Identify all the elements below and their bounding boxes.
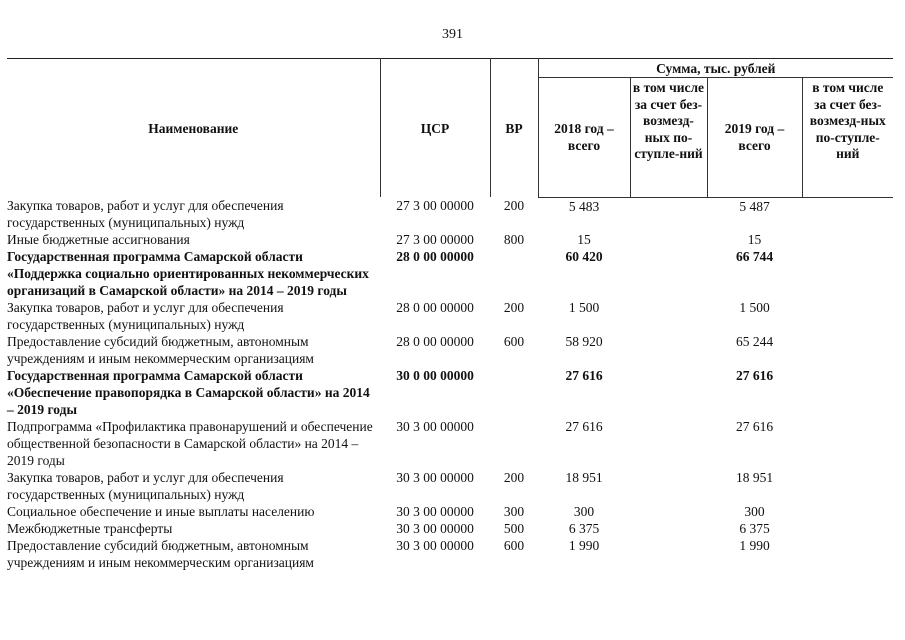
row-vr: 800 — [503, 232, 525, 247]
row-vr — [490, 367, 538, 418]
row-2018-total: 300 — [573, 504, 595, 519]
row-2019-total: 66 744 — [735, 249, 774, 264]
row-name: Иные бюджетные ассигнования — [7, 232, 190, 247]
row-vr: 600 — [503, 538, 525, 553]
row-2018-total: 1 990 — [568, 538, 600, 553]
row-2018-total: 27 616 — [565, 368, 603, 383]
budget-table — [7, 58, 893, 571]
header-sum-group: Сумма, тыс. рублей — [538, 59, 893, 78]
row-name: Закупка товаров, работ и услуг для обеспечения государственных (муниципальных) нужд — [7, 470, 284, 502]
row-2018-funded — [630, 197, 707, 231]
table-row — [7, 197, 893, 231]
row-2019-funded — [802, 503, 893, 520]
row-2018-funded — [630, 537, 707, 571]
row-name: Социальное обеспечение и иные выплаты населению — [7, 504, 315, 519]
page-number: 391 — [442, 27, 463, 42]
row-vr — [490, 418, 538, 469]
row-2019-total: 6 375 — [739, 521, 770, 536]
row-vr: 300 — [503, 504, 525, 519]
row-2019-funded — [802, 333, 893, 367]
table-row — [7, 537, 893, 571]
row-2019-funded — [802, 231, 893, 248]
table-row — [7, 248, 893, 299]
table-row — [7, 469, 893, 503]
table-row — [7, 367, 893, 418]
header-2018-funded: в том числе за счет без-возмезд-ных по-ступле-ний — [630, 78, 707, 198]
row-2018-total: 18 951 — [565, 470, 603, 485]
table-header — [7, 59, 893, 198]
header-vr: ВР — [490, 59, 538, 198]
table-row — [7, 520, 893, 537]
row-2018-funded — [630, 333, 707, 367]
row-csr: 30 3 00 00000 — [396, 419, 474, 434]
row-csr: 28 0 00 00000 — [396, 300, 474, 315]
row-csr: 27 3 00 00000 — [396, 198, 474, 213]
row-2019-total: 5 487 — [739, 198, 770, 214]
row-name: Закупка товаров, работ и услуг для обеспечения государственных (муниципальных) нужд — [7, 198, 284, 230]
row-name: Предоставление субсидий бюджетным, автономным учреждениям и иным некоммерческим организациям — [7, 538, 314, 570]
row-2018-funded — [630, 367, 707, 418]
row-2019-total: 18 951 — [735, 470, 774, 485]
row-2019-funded — [802, 418, 893, 469]
row-2018-funded — [630, 520, 707, 537]
table-row — [7, 231, 893, 248]
row-2018-total: 15 — [577, 232, 591, 247]
row-name: Предоставление субсидий бюджетным, автономным учреждениям и иным некоммерческим организациям — [7, 334, 314, 366]
row-csr: 30 3 00 00000 — [396, 504, 474, 519]
row-csr: 28 0 00 00000 — [396, 249, 474, 264]
row-vr: 600 — [503, 334, 525, 349]
row-2019-total: 15 — [747, 232, 762, 247]
row-csr: 30 0 00 00000 — [396, 368, 474, 383]
header-2019-funded: в том числе за счет без-возмезд-ных по-ступле-ний — [802, 78, 893, 198]
row-csr: 30 3 00 00000 — [396, 521, 474, 536]
row-2019-funded — [802, 469, 893, 503]
row-2019-total: 1 500 — [739, 300, 770, 315]
row-2019-funded — [802, 537, 893, 571]
table-row — [7, 333, 893, 367]
row-2019-funded — [802, 299, 893, 333]
row-csr: 30 3 00 00000 — [396, 538, 474, 553]
row-2018-total: 58 920 — [565, 334, 603, 349]
row-vr: 200 — [503, 470, 525, 485]
row-2018-funded — [630, 503, 707, 520]
row-2018-funded — [630, 231, 707, 248]
table-body — [7, 197, 893, 571]
row-2019-total: 65 244 — [735, 334, 774, 349]
row-vr: 200 — [503, 300, 525, 315]
row-2018-funded — [630, 299, 707, 333]
row-2018-total: 60 420 — [565, 249, 603, 264]
table-row — [7, 503, 893, 520]
row-2019-total: 27 616 — [735, 368, 774, 383]
row-vr: 500 — [503, 521, 525, 536]
row-2018-total: 6 375 — [568, 521, 600, 536]
row-2018-funded — [630, 418, 707, 469]
row-2018-total: 27 616 — [565, 419, 603, 434]
header-name: Наименование — [7, 59, 380, 198]
row-csr: 27 3 00 00000 — [396, 232, 474, 247]
row-2019-funded — [802, 248, 893, 299]
row-2018-funded — [630, 248, 707, 299]
header-2019-total: 2019 год – всего — [707, 78, 802, 198]
row-vr: 200 — [503, 198, 525, 213]
row-2019-total: 27 616 — [735, 419, 774, 434]
row-vr — [490, 248, 538, 299]
row-name: Подпрограмма «Профилактика правонарушений и обеспечение общественной безопасности в Самарской области» на 2014 – 2019 годы — [7, 419, 373, 468]
row-name: Государственная программа Самарской области «Поддержка социально ориентированных некоммерческих организаций в Самарской области» на 2014 – 2019 годы — [7, 249, 369, 298]
row-2019-total: 300 — [744, 504, 765, 519]
row-2019-funded — [802, 367, 893, 418]
row-2019-total: 1 990 — [739, 538, 770, 553]
row-csr: 28 0 00 00000 — [396, 334, 474, 349]
table-row — [7, 418, 893, 469]
row-name: Закупка товаров, работ и услуг для обеспечения государственных (муниципальных) нужд — [7, 300, 284, 332]
row-csr: 30 3 00 00000 — [396, 470, 474, 485]
row-2018-total: 1 500 — [568, 300, 600, 315]
row-name: Государственная программа Самарской области «Обеспечение правопорядка в Самарской области» на 2014 – 2019 годы — [7, 368, 370, 417]
header-csr: ЦСР — [380, 59, 490, 198]
row-2018-total: 5 483 — [568, 198, 600, 214]
header-2018-total: 2018 год – всего — [538, 78, 630, 198]
row-2019-funded — [802, 520, 893, 537]
row-name: Межбюджетные трансферты — [7, 521, 173, 536]
table-row — [7, 299, 893, 333]
row-2018-funded — [630, 469, 707, 503]
row-2019-funded — [802, 197, 893, 231]
